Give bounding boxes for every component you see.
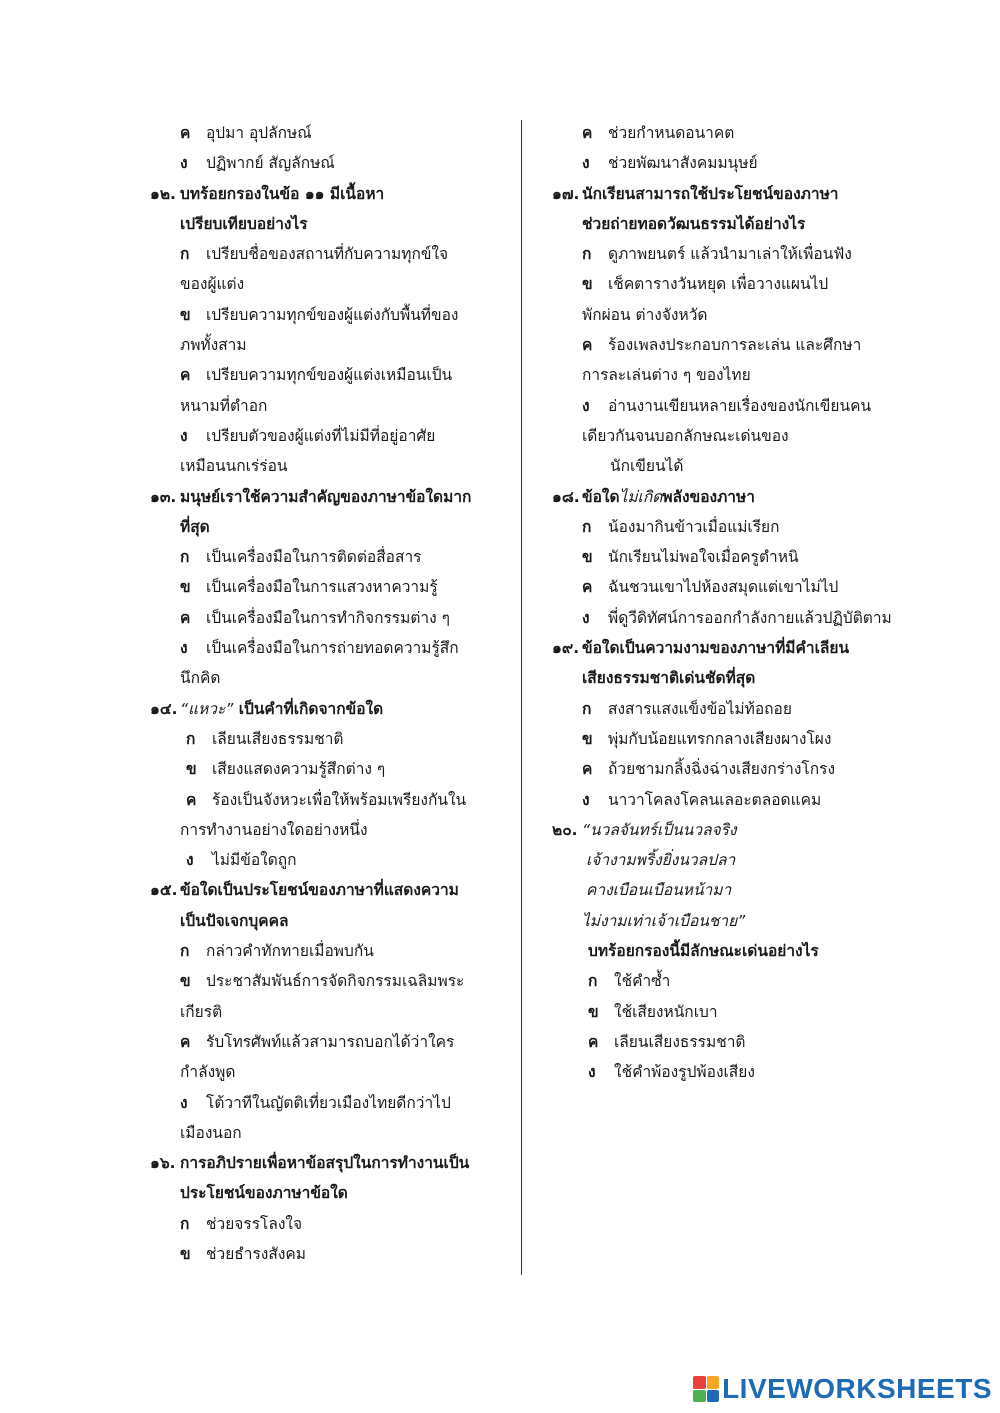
option-q16-c[interactable]: ค ช่วยกำหนดอนาคต — [582, 124, 735, 142]
option-q11-c[interactable]: ค อุปมา อุปลักษณ์ — [180, 124, 312, 142]
option-q13-b[interactable]: ข เป็นเครื่องมือในการแสวงหาความรู้ — [180, 578, 438, 597]
logo-square-3 — [693, 1390, 706, 1403]
option-q20-b[interactable]: ข ใช้เสียงหนักเบา — [588, 1002, 718, 1021]
question-15-cont: เป็นปัจเจกบุคคล — [180, 911, 289, 930]
option-q15-c-cont: กำลังพูด — [180, 1063, 236, 1082]
option-q12-d-cont: เหมือนนกเร่ร่อน — [180, 457, 288, 476]
question-17: ๑๗. นักเรียนสามารถใช้ประโยชน์ของภาษา — [552, 184, 839, 203]
poem-line-4: ไม่งามเท่าเจ้าเบือนชาย” — [582, 911, 746, 930]
option-q12-b-cont: ภพทั้งสาม — [180, 336, 247, 355]
option-q12-a[interactable]: ก เปรียบชื่อของสถานที่กับความทุกข์ใจ — [180, 245, 449, 264]
option-q20-a[interactable]: ก ใช้คำซ้ำ — [588, 972, 671, 991]
option-q19-d[interactable]: ง นาวาโคลงโคลนเลอะตลอดแคม — [582, 790, 822, 809]
option-q17-c[interactable]: ค ร้องเพลงประกอบการละเล่น และศึกษา — [582, 336, 862, 355]
question-19: ๑๙. ข้อใดเป็นความงามของภาษาที่มีคำเลียน — [552, 639, 850, 658]
option-q14-c[interactable]: ค ร้องเป็นจังหวะเพื่อให้พร้อมเพรียงกันใน — [186, 790, 467, 809]
option-q12-c-cont: หนามที่ตำอก — [180, 396, 268, 415]
logo-square-1 — [693, 1376, 706, 1389]
option-q13-d-cont: นึกคิด — [180, 669, 221, 688]
logo-square-4 — [707, 1390, 720, 1403]
option-q17-d-cont2: นักเขียนได้ — [610, 457, 684, 476]
option-q15-b-cont: เกียรติ — [180, 1002, 223, 1021]
option-q12-c[interactable]: ค เปรียบความทุกข์ของผู้แต่งเหมือนเป็น — [180, 366, 453, 385]
question-20: ๒๐. “นวลจันทร์เป็นนวลจริง — [552, 820, 737, 839]
poem-line-2: เจ้างามพริ้งยิ่งนวลปลา — [586, 851, 736, 870]
option-q18-b[interactable]: ข นักเรียนไม่พอใจเมื่อครูตำหนิ — [582, 548, 799, 567]
option-q20-d[interactable]: ง ใช้คำพ้องรูปพ้องเสียง — [588, 1063, 755, 1082]
question-13: ๑๓. มนุษย์เราใช้ความสำคัญของภาษาข้อใดมาก — [150, 487, 472, 506]
option-q15-d-cont: เมืองนอก — [180, 1123, 242, 1142]
question-15: ๑๕. ข้อใดเป็นประโยชน์ของภาษาที่แสดงความ — [150, 881, 459, 900]
option-q13-d[interactable]: ง เป็นเครื่องมือในการถ่ายทอดความรู้สึก — [180, 639, 459, 658]
left-column — [150, 118, 510, 1269]
poem-line-3: คางเบือนเบือนหน้ามา — [586, 881, 732, 900]
question-17-cont: ช่วยถ่ายทอดวัฒนธรรมได้อย่างไร — [582, 214, 806, 233]
question-12-cont: เปรียบเทียบอย่างไร — [180, 214, 308, 233]
logo-square-2 — [707, 1376, 720, 1389]
option-q15-b[interactable]: ข ประชาสัมพันธ์การจัดกิจกรรมเฉลิมพระ — [180, 972, 465, 991]
option-q13-a[interactable]: ก เป็นเครื่องมือในการติดต่อสื่อสาร — [180, 548, 422, 567]
option-q11-d[interactable]: ง ปฏิพากย์ สัญลักษณ์ — [180, 154, 335, 173]
option-q18-c[interactable]: ค ฉันชวนเขาไปห้องสมุดแต่เขาไม่ไป — [582, 578, 839, 597]
question-14: ๑๔. “แหวะ” เป็นคำที่เกิดจากข้อใด — [150, 699, 384, 718]
question-19-cont: เสียงธรรมชาติเด่นชัดที่สุด — [582, 669, 756, 688]
option-q17-d-cont: เดียวกันจนบอกลักษณะเด่นของ — [582, 426, 789, 445]
option-q12-d[interactable]: ง เปรียบตัวของผู้แต่งที่ไม่มีที่อยู่อาศัย — [180, 426, 436, 445]
option-q15-c[interactable]: ค รับโทรศัพท์แล้วสามารถบอกได้ว่าใคร — [180, 1032, 455, 1051]
option-q14-d[interactable]: ง ไม่มีข้อใดถูก — [186, 851, 297, 870]
option-q17-d[interactable]: ง อ่านงานเขียนหลายเรื่องของนักเขียนคน — [582, 396, 872, 415]
question-16-cont: ประโยชน์ของภาษาข้อใด — [180, 1184, 348, 1203]
option-q15-d[interactable]: ง โต้วาทีในญัตติเที่ยวเมืองไทยดีกว่าไป — [180, 1093, 451, 1112]
column-divider — [521, 120, 522, 1275]
option-q14-a[interactable]: ก เลียนเสียงธรรมชาติ — [186, 729, 344, 748]
option-q17-b[interactable]: ข เช็คตารางวันหยุด เพื่อวางแผนไป — [582, 275, 829, 294]
logo-text: LIVEWORKSHEETS — [722, 1373, 992, 1404]
option-q18-d[interactable]: ง พี่ดูวีดิทัศน์การออกกำลังกายแล้วปฏิบัติตาม — [582, 608, 892, 627]
question-13-cont: ที่สุด — [180, 517, 210, 536]
option-q20-c[interactable]: ค เลียนเสียงธรรมชาติ — [588, 1032, 746, 1051]
option-q17-a[interactable]: ก ดูภาพยนตร์ แล้วนำมาเล่าให้เพื่อนฟัง — [582, 245, 852, 264]
option-q17-c-cont: การละเล่นต่าง ๆ ของไทย — [582, 366, 751, 385]
option-q17-b-cont: พักผ่อน ต่างจังหวัด — [582, 305, 708, 324]
option-q16-d[interactable]: ง ช่วยพัฒนาสังคมมนุษย์ — [582, 154, 758, 173]
option-q13-c[interactable]: ค เป็นเครื่องมือในการทำกิจกรรมต่าง ๆ — [180, 608, 450, 627]
question-18: ๑๘. ข้อใดไม่เกิดพลังของภาษา — [552, 487, 755, 506]
question-12: ๑๒. บทร้อยกรองในข้อ ๑๑ มีเนื้อหา — [150, 184, 385, 203]
question-16: ๑๖. การอภิปรายเพื่อหาข้อสรุปในการทำงานเป็น — [150, 1154, 470, 1173]
right-column — [552, 118, 912, 1088]
option-q19-c[interactable]: ค ถ้วยชามกลิ้งฉิ่งฉ่างเสียงกร่างโกรง — [582, 760, 836, 779]
option-q19-b[interactable]: ข พุ่มกับน้อยแทรกกลางเสียงผางโผง — [582, 729, 832, 748]
option-q19-a[interactable]: ก สงสารแสงแข็งข้อไม่ท้อถอย — [582, 699, 792, 718]
option-q16-b[interactable]: ข ช่วยธำรงสังคม — [180, 1244, 306, 1263]
option-q15-a[interactable]: ก กล่าวคำทักทายเมื่อพบกัน — [180, 942, 374, 961]
option-q14-c-cont: การทำงานอย่างใดอย่างหนึ่ง — [180, 820, 368, 839]
option-q12-b[interactable]: ข เปรียบความทุกข์ของผู้แต่งกับพื้นที่ของ — [180, 305, 459, 324]
option-q18-a[interactable]: ก น้องมากินข้าวเมื่อแม่เรียก — [582, 517, 780, 536]
option-q14-b[interactable]: ข เสียงแสดงความรู้สึกต่าง ๆ — [186, 760, 386, 779]
option-q12-a-cont: ของผู้แต่ง — [180, 275, 245, 294]
option-q16-a[interactable]: ก ช่วยจรรโลงใจ — [180, 1214, 303, 1233]
liveworksheets-logo — [693, 1373, 992, 1405]
question-20-prompt: บทร้อยกรองนี้มีลักษณะเด่นอย่างไร — [588, 942, 819, 961]
liveworksheets-logo-icon — [693, 1376, 719, 1402]
